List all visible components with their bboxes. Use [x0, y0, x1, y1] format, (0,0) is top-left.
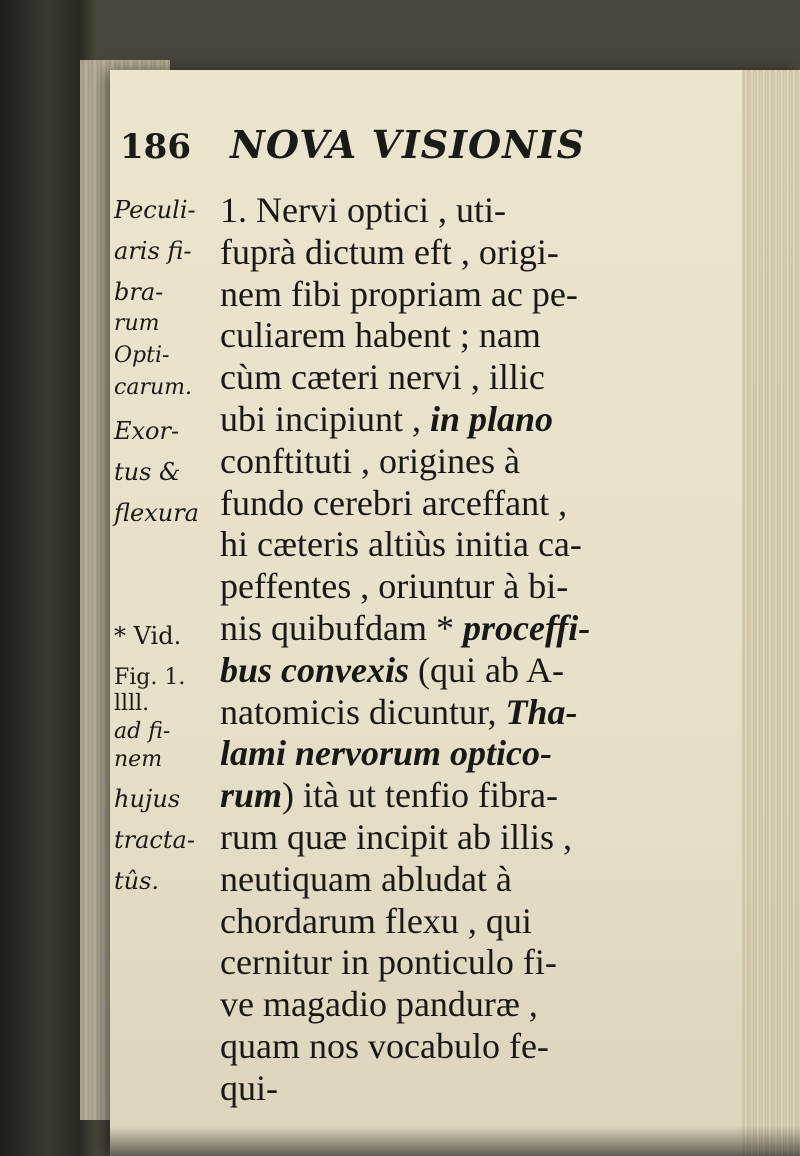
italic-text-run: lami nervorum optico- — [220, 733, 552, 774]
text-line — [220, 190, 590, 232]
margin-note: flexura — [114, 499, 199, 527]
text-run: ) ità ut tenfio fibra- — [282, 775, 558, 816]
text-line — [220, 608, 590, 650]
text-run: chordarum flexu , qui — [220, 900, 532, 941]
margin-note: * Vid. — [114, 622, 182, 650]
margin-note: tus & — [114, 458, 181, 486]
text-line — [220, 1068, 590, 1110]
text-line — [220, 817, 590, 859]
text-run: fundo cerebri arceffant , — [220, 482, 568, 523]
text-line — [220, 357, 590, 399]
text-run: natomicis dicuntur, — [220, 691, 506, 732]
text-line — [220, 232, 590, 274]
margin-note: tûs. — [114, 867, 160, 895]
text-run: 1. Nervi optici , uti- — [220, 190, 506, 230]
text-run: quam nos vocabulo fe- — [220, 1025, 549, 1066]
text-run: rum quæ incipit ab illis , — [220, 816, 572, 857]
running-title: NOVA VISIONIS — [230, 122, 586, 167]
margin-note: bra- — [114, 278, 164, 306]
italic-text-run: proceffi- — [462, 607, 591, 648]
margin-note: hujus — [114, 785, 181, 813]
page-header — [120, 122, 585, 167]
margin-note: Peculi- — [114, 196, 196, 224]
margin-note: rum — [114, 311, 160, 336]
margin-note: nem — [114, 747, 163, 772]
page-number: 186 — [120, 127, 191, 167]
text-run: nis quibufdam * — [220, 607, 463, 648]
italic-text-run: rum — [220, 775, 283, 816]
margin-note-spacer — [114, 534, 199, 575]
margin-note: aris fi- — [114, 237, 192, 265]
text-run: (qui ab A- — [409, 649, 564, 690]
text-run: cùm cæteri nervi , illic — [220, 357, 545, 398]
text-line — [220, 399, 590, 441]
margin-note-spacer — [114, 575, 199, 616]
text-line — [220, 650, 590, 692]
text-line — [220, 859, 590, 901]
text-run: neutiquam abludat à — [220, 858, 512, 899]
text-run: ve magadio panduræ , — [220, 984, 538, 1025]
text-line — [220, 274, 590, 316]
italic-text-run: in plano — [430, 398, 554, 439]
text-run: culiarem habent ; nam — [220, 315, 541, 356]
page-gutter — [742, 70, 800, 1156]
text-run: hi cæteris altiùs initia ca- — [220, 524, 582, 565]
text-line — [220, 483, 590, 525]
marginal-notes — [114, 190, 199, 902]
text-run: cernitur in ponticulo fi- — [220, 942, 557, 983]
text-run: fuprà dictum eft , origi- — [220, 231, 559, 272]
text-run: peffentes , oriuntur à bi- — [220, 566, 569, 607]
margin-note: tracta- — [114, 826, 195, 854]
italic-text-run: Tha- — [505, 691, 578, 732]
text-run: ubi incipiunt , — [220, 398, 430, 439]
book-page — [110, 70, 800, 1156]
margin-note: Opti- — [114, 343, 170, 368]
text-line — [220, 524, 590, 566]
text-line — [220, 692, 590, 734]
text-line — [220, 942, 590, 984]
margin-note: ad fi- — [114, 719, 171, 744]
margin-note: Exor- — [114, 417, 180, 445]
bottom-shadow — [110, 1126, 800, 1156]
body-text — [220, 190, 590, 1110]
margin-note: Fig. 1. — [114, 665, 186, 690]
text-line — [220, 984, 590, 1026]
text-line — [220, 441, 590, 483]
text-line — [220, 775, 590, 817]
text-line — [220, 1026, 590, 1068]
text-run: nem fibi propriam ac pe- — [220, 273, 578, 314]
text-line — [220, 566, 590, 608]
text-line — [220, 315, 590, 357]
text-line — [220, 901, 590, 943]
margin-note: carum. — [114, 375, 192, 400]
italic-text-run: bus convexis — [220, 649, 409, 690]
text-run: qui- — [220, 1067, 278, 1108]
margin-note: llll. — [114, 691, 150, 716]
text-line — [220, 733, 590, 775]
text-run: conftituti , origines à — [220, 440, 520, 481]
